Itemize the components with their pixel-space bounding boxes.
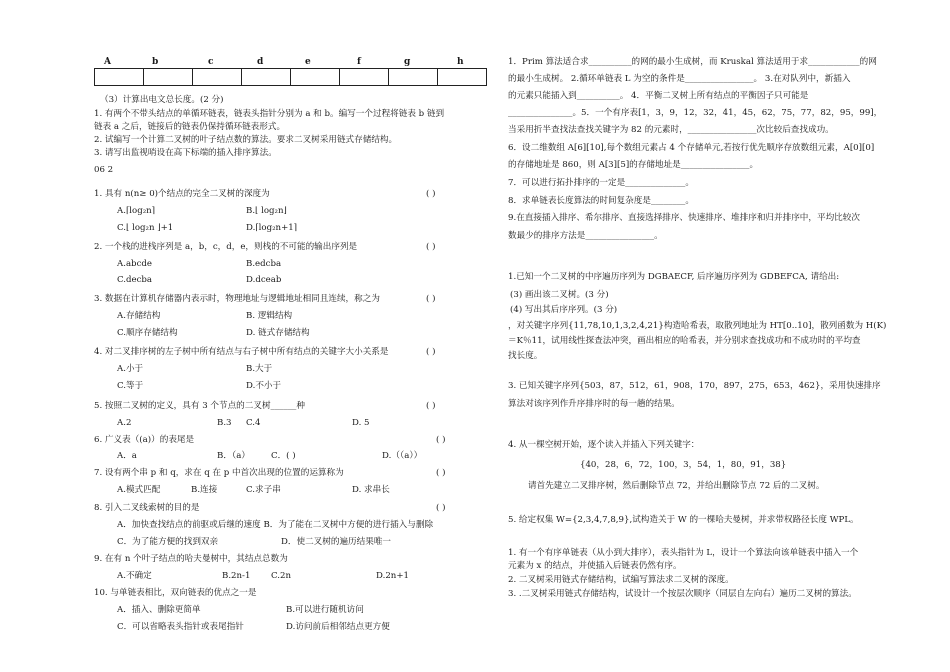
- option-c: C.等于: [117, 381, 144, 391]
- option-c: C.⌊ log₂n ⌋+1: [117, 223, 174, 233]
- fill-blank-line: 当采用折半查找法查找关键字为 82 的元素时，________________次比较后查找成功。: [508, 125, 834, 135]
- option-b: B.大于: [246, 364, 273, 374]
- option-c: C.顺序存储结构: [117, 328, 178, 338]
- option-a: A.⌈log₂n⌉: [117, 206, 156, 216]
- question-2: 2. 一个栈的进栈序列是 a，b，c，d，e，则栈的不可能的输出序列是: [94, 242, 358, 252]
- algorithm-question: 1. 有一个有序单链表（从小到大排序），表头指针为 L，设计一个算法向该单链表中插入一个: [508, 548, 859, 558]
- answer-paren: ( ): [436, 435, 446, 445]
- fill-blank-line: 6．设二维数组 A[6][10],每个数组元素占 4 个存储单元,若按行优先顺序存放数组元素，A[0][0]: [508, 143, 875, 153]
- algorithm-question: 3. 请写出监视哨设在高下标端的插入排序算法。: [94, 148, 277, 158]
- option-b: B.连接: [191, 485, 218, 495]
- fill-blank-line: 的存储地址是 860，则 A[3][5]的存储地址是________________。: [508, 160, 759, 170]
- option-b: B. 逻辑结构: [246, 311, 293, 321]
- option-c: C．( ): [271, 451, 296, 461]
- option-b: B.⌊ log₂n⌋: [246, 206, 287, 216]
- answer-paren: ( ): [426, 294, 436, 304]
- option-a: A.不确定: [117, 571, 152, 581]
- answer-header-b: b: [152, 57, 159, 67]
- exam-code: 06 2: [94, 165, 114, 175]
- short-answer-question-cont: 算法对该序列作升序排序时的每一趟的结果。: [508, 399, 680, 409]
- answer-header-e: e: [305, 57, 311, 67]
- answer-cell[interactable]: [438, 69, 487, 86]
- answer-paren: ( ): [436, 468, 446, 478]
- question-10: 10. 与单链表相比，双向链表的优点之一是: [94, 588, 257, 598]
- fill-blank-line: 的元素只能插入到__________。 4．平衡二叉树上所有结点的平衡因子只可能是: [508, 91, 809, 101]
- answer-header-h: h: [457, 57, 464, 67]
- option-a: A.小于: [117, 364, 144, 374]
- algorithm-question-cont: 元素为 x 的结点，并使插入后链表仍然有序。: [508, 561, 682, 571]
- short-answer-question-cont: 找长度。: [508, 351, 543, 361]
- algorithm-question: 2. 二叉树采用链式存储结构，试编写算法求二叉树的深度。: [508, 575, 734, 585]
- question-4: 4. 对二叉排序树的左子树中所有结点与右子树中所有结点的关键字大小关系是: [94, 347, 389, 357]
- option-d: D.访问前后相邻结点更方便: [286, 622, 390, 632]
- question-9: 9. 在有 n 个叶子结点的哈夫曼树中，其结点总数为: [94, 554, 288, 564]
- fill-blank-line: 1．Prim 算法适合求__________的网的最小生成树，而 Kruskal 算法适用于求____________的网: [508, 57, 877, 67]
- question-5: 5. 按照二叉树的定义，具有 3 个节点的二叉树______种: [94, 401, 305, 411]
- option-a: A.abcde: [117, 259, 152, 269]
- option-c: C.求子串: [246, 485, 281, 495]
- short-answer-subitem: (4) 写出其后序序列。(3 分): [510, 305, 618, 315]
- option-d: D.⌈log₂n+1⌉: [246, 223, 298, 233]
- answer-cell[interactable]: [144, 69, 193, 86]
- option-c: C.2n: [271, 571, 292, 581]
- question-1: 1. 具有 n(n≥ 0)个结点的完全二叉树的深度为: [94, 189, 270, 199]
- option-a: A.存储结构: [117, 311, 161, 321]
- answer-cell[interactable]: [242, 69, 291, 86]
- short-answer-subitem: (3) 画出该二叉树。(3 分): [510, 290, 609, 300]
- answer-paren: ( ): [426, 189, 436, 199]
- option-c: C．为了能方便的找到双亲: [117, 537, 219, 547]
- option-d: D．使二叉树的遍历结果唯一: [281, 537, 392, 547]
- short-answer-question: 5. 给定权集 W={2,3,4,7,8,9},试构造关于 W 的一棵哈夫曼树，并求带权路径长度 WPL。: [508, 515, 859, 525]
- fill-blank-line: 8．求单链表长度算法的时间复杂度是________。: [508, 196, 694, 206]
- fill-blank-line: 的最小生成树。 2.循环单链表 L 为空的条件是________________。 3.在对队列中，新插入: [508, 74, 851, 84]
- answer-grid: [94, 68, 487, 86]
- option-c: C.4: [246, 418, 261, 428]
- option-b: B.可以进行随机访问: [286, 605, 364, 615]
- short-answer-question-cont: 请首先建立二叉排序树，然后删除节点 72，并给出删除节点 72 后的二叉树。: [528, 481, 825, 491]
- fill-blank-line: 7．可以进行拓扑排序的一定是______________。: [508, 178, 694, 188]
- option-c: C．可以省略表头指针或表尾指针: [117, 622, 244, 632]
- option-d: D.（（a））: [382, 451, 423, 461]
- answer-header-f: f: [357, 57, 361, 67]
- short-answer-question: ，对关键字序列{11,78,10,1,3,2,4,21}构造哈希表，取散列地址为 HT[0..10]，散列函数为 H(K): [508, 321, 887, 331]
- question-6: 6. 广义表（(a)）的表尾是: [94, 435, 195, 445]
- option-d: D.不小于: [246, 381, 282, 391]
- option-b: B.2n-1: [222, 571, 251, 581]
- algorithm-question: 2. 试编写一个计算二叉树的叶子结点数的算法。要求二叉树采用链式存储结构。: [94, 135, 398, 145]
- option-a: A．插入、删除更简单: [117, 605, 201, 615]
- option-c: C.decba: [117, 275, 153, 285]
- answer-cell[interactable]: [340, 69, 389, 86]
- section-line: （3）计算出电文总长度。(2 分): [100, 95, 224, 105]
- answer-header-g: g: [404, 57, 411, 67]
- option-a: A.模式匹配: [117, 485, 161, 495]
- fill-blank-line: 数最少的排序方法是________________。: [508, 231, 663, 241]
- answer-cell[interactable]: [291, 69, 340, 86]
- key-sequence: {40，28，6，72，100，3，54，1，80，91，38}: [580, 460, 787, 470]
- option-b: B.edcba: [246, 259, 282, 269]
- answer-paren: ( ): [436, 503, 446, 513]
- option-d: D. 链式存储结构: [246, 328, 310, 338]
- option-a: A.2: [117, 418, 132, 428]
- option-d: D. 5: [352, 418, 370, 428]
- answer-cell[interactable]: [193, 69, 242, 86]
- option-d: D.2n+1: [376, 571, 409, 581]
- option-b: B．（a）: [217, 451, 250, 461]
- answer-header-c: c: [208, 57, 214, 67]
- short-answer-question-cont: ＝K％11，试用线性探查法冲突，画出相应的哈希表，并分别求查找成功和不成功时的平均查: [508, 336, 861, 346]
- question-7: 7. 设有两个串 p 和 q，求在 q 在 p 中首次出现的位置的运算称为: [94, 468, 344, 478]
- option-d: D.dceab: [246, 275, 282, 285]
- answer-header-a: A: [104, 57, 111, 67]
- algorithm-question-cont: 链表 a 之后，链接后的链表仍保持循环链表形式。: [94, 122, 286, 132]
- answer-cell[interactable]: [95, 69, 144, 86]
- answer-cell[interactable]: [389, 69, 438, 86]
- algorithm-question: 1. 有两个不带头结点的单循环链表，链表头指针分别为 a 和 b。编写一个过程将链表 b 链到: [94, 109, 445, 119]
- answer-paren: ( ): [426, 242, 436, 252]
- option-a: A．a: [117, 451, 137, 461]
- option-ab: A．加快查找结点的前驱或后继的速度 B．为了能在二叉树中方便的进行插入与删除: [117, 520, 434, 530]
- question-3: 3. 数据在计算机存储器内表示时，物理地址与逻辑地址相同且连续，称之为: [94, 294, 380, 304]
- fill-blank-line: 9.在直接插入排序、希尔排序、直接选择排序、快速排序、堆排序和归并排序中，平均比较次: [508, 213, 860, 223]
- short-answer-question: 4. 从一棵空树开始，逐个读入并插入下列关键字：: [508, 440, 700, 450]
- option-b: B.3: [217, 418, 232, 428]
- answer-paren: ( ): [426, 347, 436, 357]
- algorithm-question: 3. .二叉树采用链式存储结构，试设计一个按层次顺序（同层自左向右）遍历二叉树的算法。: [508, 589, 857, 599]
- answer-paren: ( ): [426, 401, 436, 411]
- fill-blank-line: _______________。5．一个有序表[1，3，9，12，32，41，45，62，75，77，82，95，99]，: [508, 108, 883, 118]
- question-8: 8. 引入二叉线索树的目的是: [94, 503, 200, 513]
- option-d: D. 求串长: [352, 485, 390, 495]
- answer-header-d: d: [257, 57, 264, 67]
- short-answer-question: 1.已知一个二叉树的中序遍历序列为 DGBAECF, 后序遍历序列为 GDBEFCA, 请给出:: [508, 272, 840, 282]
- short-answer-question: 3. 已知关键字序列{503，87，512，61，908，170，897，275，653，462}，采用快速排序: [508, 381, 881, 391]
